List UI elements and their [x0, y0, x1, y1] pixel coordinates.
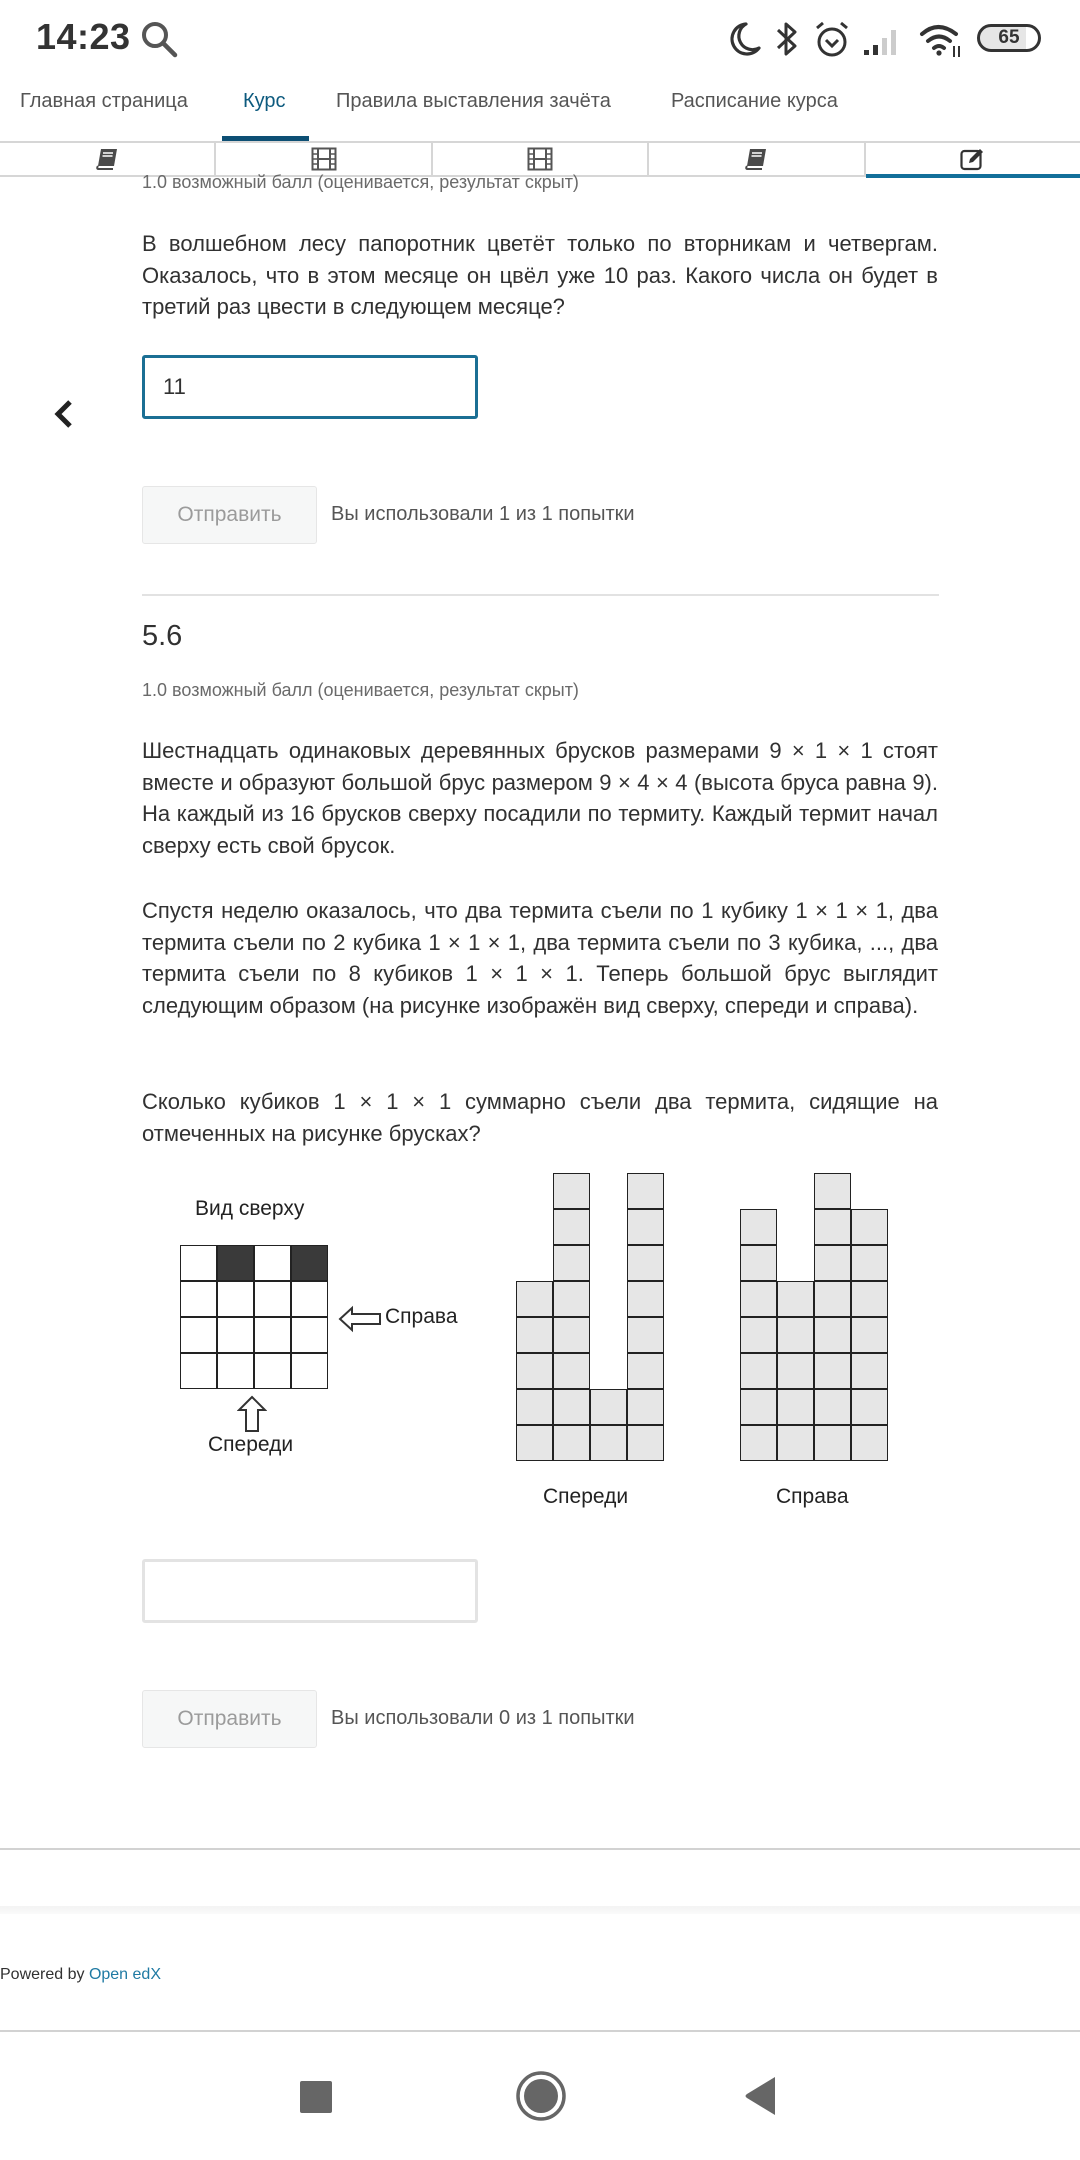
block-cell	[740, 1281, 777, 1317]
powered-by-prefix: Powered by	[0, 1966, 89, 1983]
block-cell	[814, 1317, 851, 1353]
block-cell	[627, 1245, 664, 1281]
block-cell	[814, 1389, 851, 1425]
block-cell	[814, 1425, 851, 1461]
signal-icon	[862, 20, 902, 58]
empty-cell	[590, 1353, 627, 1389]
block-cell	[851, 1389, 888, 1425]
block-cell	[777, 1281, 814, 1317]
problem-paragraph-1: Шестнадцать одинаковых деревянных брусков размерами 9 × 1 × 1 стоят вместе и образуют большой брус размером 9 × 4 × 4 (высота бруса равна 9). На каждый из 16 брусков сверху посадили по термиту. Каждый термит начал сверху есть свой брусок.	[142, 738, 938, 858]
wifi-icon	[918, 20, 964, 58]
search-icon	[140, 20, 178, 58]
block-cell	[590, 1425, 627, 1461]
block-cell	[851, 1317, 888, 1353]
grid-cell	[180, 1317, 217, 1353]
grid-cell	[291, 1353, 328, 1389]
block-cell	[777, 1353, 814, 1389]
empty-cell	[590, 1209, 627, 1245]
film-icon	[311, 147, 337, 171]
block-cell	[627, 1389, 664, 1425]
book-icon	[744, 148, 768, 170]
grid-cell	[217, 1353, 254, 1389]
block-cell	[777, 1389, 814, 1425]
grid-cell	[217, 1281, 254, 1317]
empty-cell	[516, 1173, 553, 1209]
right-view-label: Справа	[776, 1485, 849, 1508]
course-nav	[0, 78, 1080, 142]
empty-cell	[590, 1245, 627, 1281]
block-cell	[553, 1245, 590, 1281]
empty-cell	[851, 1173, 888, 1209]
problem-title: 5.6	[142, 620, 183, 652]
back-button[interactable]	[743, 2075, 777, 2117]
arrow-front-label: Спереди	[208, 1433, 294, 1456]
film-icon	[527, 147, 553, 171]
nav-link-schedule[interactable]: Расписание курса	[671, 90, 838, 112]
block-cell	[516, 1389, 553, 1425]
block-cell	[516, 1353, 553, 1389]
empty-cell	[740, 1173, 777, 1209]
submit-button[interactable]: Отправить	[142, 1690, 317, 1748]
empty-cell	[516, 1245, 553, 1281]
block-cell	[777, 1317, 814, 1353]
empty-cell	[777, 1209, 814, 1245]
block-cell	[851, 1353, 888, 1389]
status-bar	[0, 0, 1080, 78]
grid-cell	[180, 1281, 217, 1317]
battery-level: 65	[998, 27, 1020, 48]
grid-cell	[254, 1317, 291, 1353]
footer-band	[0, 1906, 1080, 1914]
answer-input[interactable]	[142, 1559, 478, 1623]
android-nav-bar	[0, 2032, 1080, 2160]
block-cell	[740, 1209, 777, 1245]
clock: 14:23	[36, 16, 131, 57]
problem-divider	[142, 594, 939, 596]
grid-cell	[291, 1317, 328, 1353]
block-cell	[553, 1173, 590, 1209]
book-icon	[95, 148, 119, 170]
moon-icon	[728, 20, 762, 58]
recents-button[interactable]	[300, 2081, 332, 2113]
block-cell	[777, 1425, 814, 1461]
top-view-label: Вид сверху	[195, 1197, 305, 1220]
battery-indicator	[977, 24, 1041, 52]
grid-cell	[254, 1245, 291, 1281]
problem-paragraph-3: Сколько кубиков 1 × 1 × 1 суммарно съели два термита, сидящие на отмеченных на рисунке брусках?	[142, 1089, 938, 1146]
block-cell	[814, 1353, 851, 1389]
unit-tab-3[interactable]	[433, 143, 649, 175]
alarm-icon	[814, 20, 850, 58]
marked-cell	[217, 1245, 254, 1281]
block-cell	[553, 1317, 590, 1353]
grid-cell	[291, 1281, 328, 1317]
empty-cell	[590, 1173, 627, 1209]
empty-cell	[590, 1281, 627, 1317]
nav-link-grading-rules[interactable]: Правила выставления зачёта	[336, 90, 611, 112]
grid-cell	[217, 1317, 254, 1353]
block-cell	[740, 1389, 777, 1425]
empty-cell	[516, 1209, 553, 1245]
block-cell	[553, 1389, 590, 1425]
open-edx-link[interactable]: Open edX	[88, 1966, 161, 1983]
answer-input-prev[interactable]	[142, 355, 478, 419]
block-cell	[851, 1245, 888, 1281]
block-cell	[627, 1281, 664, 1317]
empty-cell	[777, 1245, 814, 1281]
front-view-label: Спереди	[543, 1485, 629, 1508]
arrow-right-label: Справа	[385, 1305, 458, 1328]
block-cell	[851, 1281, 888, 1317]
grid-cell	[254, 1353, 291, 1389]
block-cell	[740, 1317, 777, 1353]
submit-button-prev[interactable]: Отправить	[142, 486, 317, 544]
block-cell	[553, 1209, 590, 1245]
block-cell	[627, 1353, 664, 1389]
problem-meta: 1.0 возможный балл (оценивается, результат скрыт)	[142, 680, 579, 700]
unit-tab-4[interactable]	[649, 143, 865, 175]
top-view-grid	[180, 1245, 328, 1389]
block-cell	[516, 1281, 553, 1317]
block-cell	[851, 1209, 888, 1245]
block-cell	[516, 1425, 553, 1461]
empty-cell	[777, 1173, 814, 1209]
right-view-grid	[740, 1173, 888, 1461]
block-cell	[627, 1425, 664, 1461]
edit-icon	[960, 147, 986, 171]
block-cell	[627, 1317, 664, 1353]
block-cell	[740, 1245, 777, 1281]
front-view-grid	[516, 1173, 664, 1461]
block-cell	[814, 1209, 851, 1245]
block-cell	[851, 1425, 888, 1461]
nav-link-home[interactable]: Главная страница	[20, 90, 188, 112]
block-cell	[740, 1425, 777, 1461]
home-button[interactable]	[515, 2070, 567, 2122]
problem-paragraph-2: Спустя неделю оказалось, что два термита съели по 1 кубику 1 × 1 × 1, два термита съели по 2 кубика 1 × 1 × 1, два термита съели по 3 кубика, ..., два термита съели по 8 кубиков 1 × 1 × 1. Теперь большой брус выглядит следующим образом (на рисунке изображён вид сверху, спереди и справа).	[142, 898, 938, 1018]
chevron-left-icon[interactable]	[52, 398, 76, 430]
unit-tab-5[interactable]	[866, 143, 1080, 175]
block-cell	[553, 1353, 590, 1389]
block-cell	[553, 1281, 590, 1317]
bluetooth-icon	[775, 20, 799, 58]
block-cell	[516, 1317, 553, 1353]
unit-tab-2[interactable]	[216, 143, 432, 175]
unit-tab-1[interactable]	[0, 143, 216, 175]
grid-cell	[180, 1353, 217, 1389]
block-cell	[814, 1245, 851, 1281]
empty-cell	[590, 1317, 627, 1353]
problem-prev-text: В волшебном лесу папоротник цветёт только по вторникам и четвергам. Оказалось, что в этом месяце он цвёл уже 10 раз. Какого числа он будет в третий раз цвести в следующем месяце?	[142, 231, 938, 319]
block-cell	[627, 1209, 664, 1245]
arrow-left-icon	[338, 1305, 382, 1333]
block-cell	[553, 1425, 590, 1461]
block-cell	[814, 1281, 851, 1317]
block-cell	[814, 1173, 851, 1209]
block-cell	[590, 1389, 627, 1425]
problem-prev-meta: 1.0 возможный балл (оценивается, результат скрыт)	[142, 172, 579, 192]
marked-cell	[291, 1245, 328, 1281]
grid-cell	[180, 1245, 217, 1281]
block-cell	[740, 1353, 777, 1389]
nav-link-course[interactable]: Курс	[243, 90, 286, 112]
arrow-up-icon	[237, 1395, 267, 1433]
grid-cell	[254, 1281, 291, 1317]
attempts-text-prev: Вы использовали 1 из 1 попытки	[331, 503, 635, 525]
footer-divider	[0, 1848, 1080, 1850]
attempts-text: Вы использовали 0 из 1 попытки	[331, 1707, 635, 1729]
problem-figure	[170, 1165, 910, 1525]
powered-by	[0, 1966, 161, 1984]
block-cell	[627, 1173, 664, 1209]
